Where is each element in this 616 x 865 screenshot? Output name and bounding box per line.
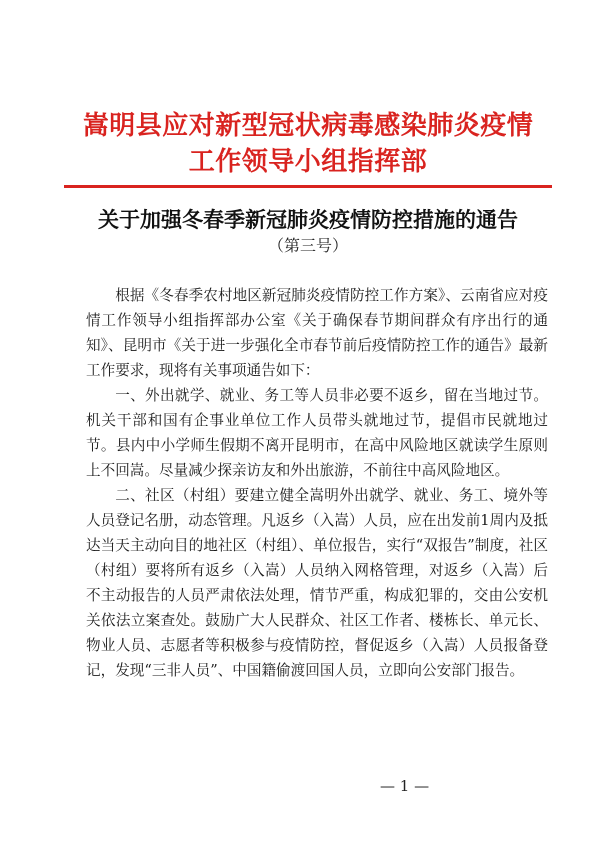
paragraph-intro: 根据《冬春季农村地区新冠肺炎疫情防控工作方案》、云南省应对疫情工作领导小组指挥部办公室《关于确保春节期间群众有序出行的通知》、昆明市《关于进一步强化全市春节前后疫情防控工作的通告》最新工作要求，现将有关事项通告如下： (86, 287, 548, 379)
document-number: （第三号） (267, 236, 348, 255)
red-header-rule (64, 185, 552, 188)
paragraph-item-1: 一、外出就学、就业、务工等人员非必要不返乡，留在当地过节。机关干部和国有企事业单位工作人员带头就地过节，提倡市民就地过节。县内中小学师生假期不离开昆明市，在高中风险地区就读学生原则上不回嵩。尽量减少探亲访友和外出旅游，不前往中高风险地区。 (86, 387, 548, 479)
document-body (86, 283, 548, 683)
document-title: 关于加强冬春季新冠肺炎疫情防控措施的通告 (98, 207, 518, 232)
issuing-org-title-line2: 工作领导小组指挥部 (188, 147, 428, 177)
issuing-org-title-line1: 嵩明县应对新型冠状病毒感染肺炎疫情 (82, 111, 534, 141)
paragraph-item-2: 二、社区（村组）要建立健全嵩明外出就学、就业、务工、境外等人员登记名册，动态管理。凡返乡（入嵩）人员，应在出发前1周内及抵达当天主动向目的地社区（村组）、单位报告，实行“双报告”制度，社区（村组）要将所有返乡（入嵩）人员纳入网格管理，对返乡（入嵩）后不主动报告的人员严肃依法处理，情节严重，构成犯罪的，交由公安机关依法立案查处。鼓励广大人民群众、社区工作者、楼栋长、单元长、物业人员、志愿者等积极参与疫情防控，督促返乡（入嵩）人员报备登记，发现“三非人员”、中国籍偷渡回国人员，立即向公安部门报告。 (86, 487, 548, 679)
page-number: — 1 — (380, 777, 430, 795)
